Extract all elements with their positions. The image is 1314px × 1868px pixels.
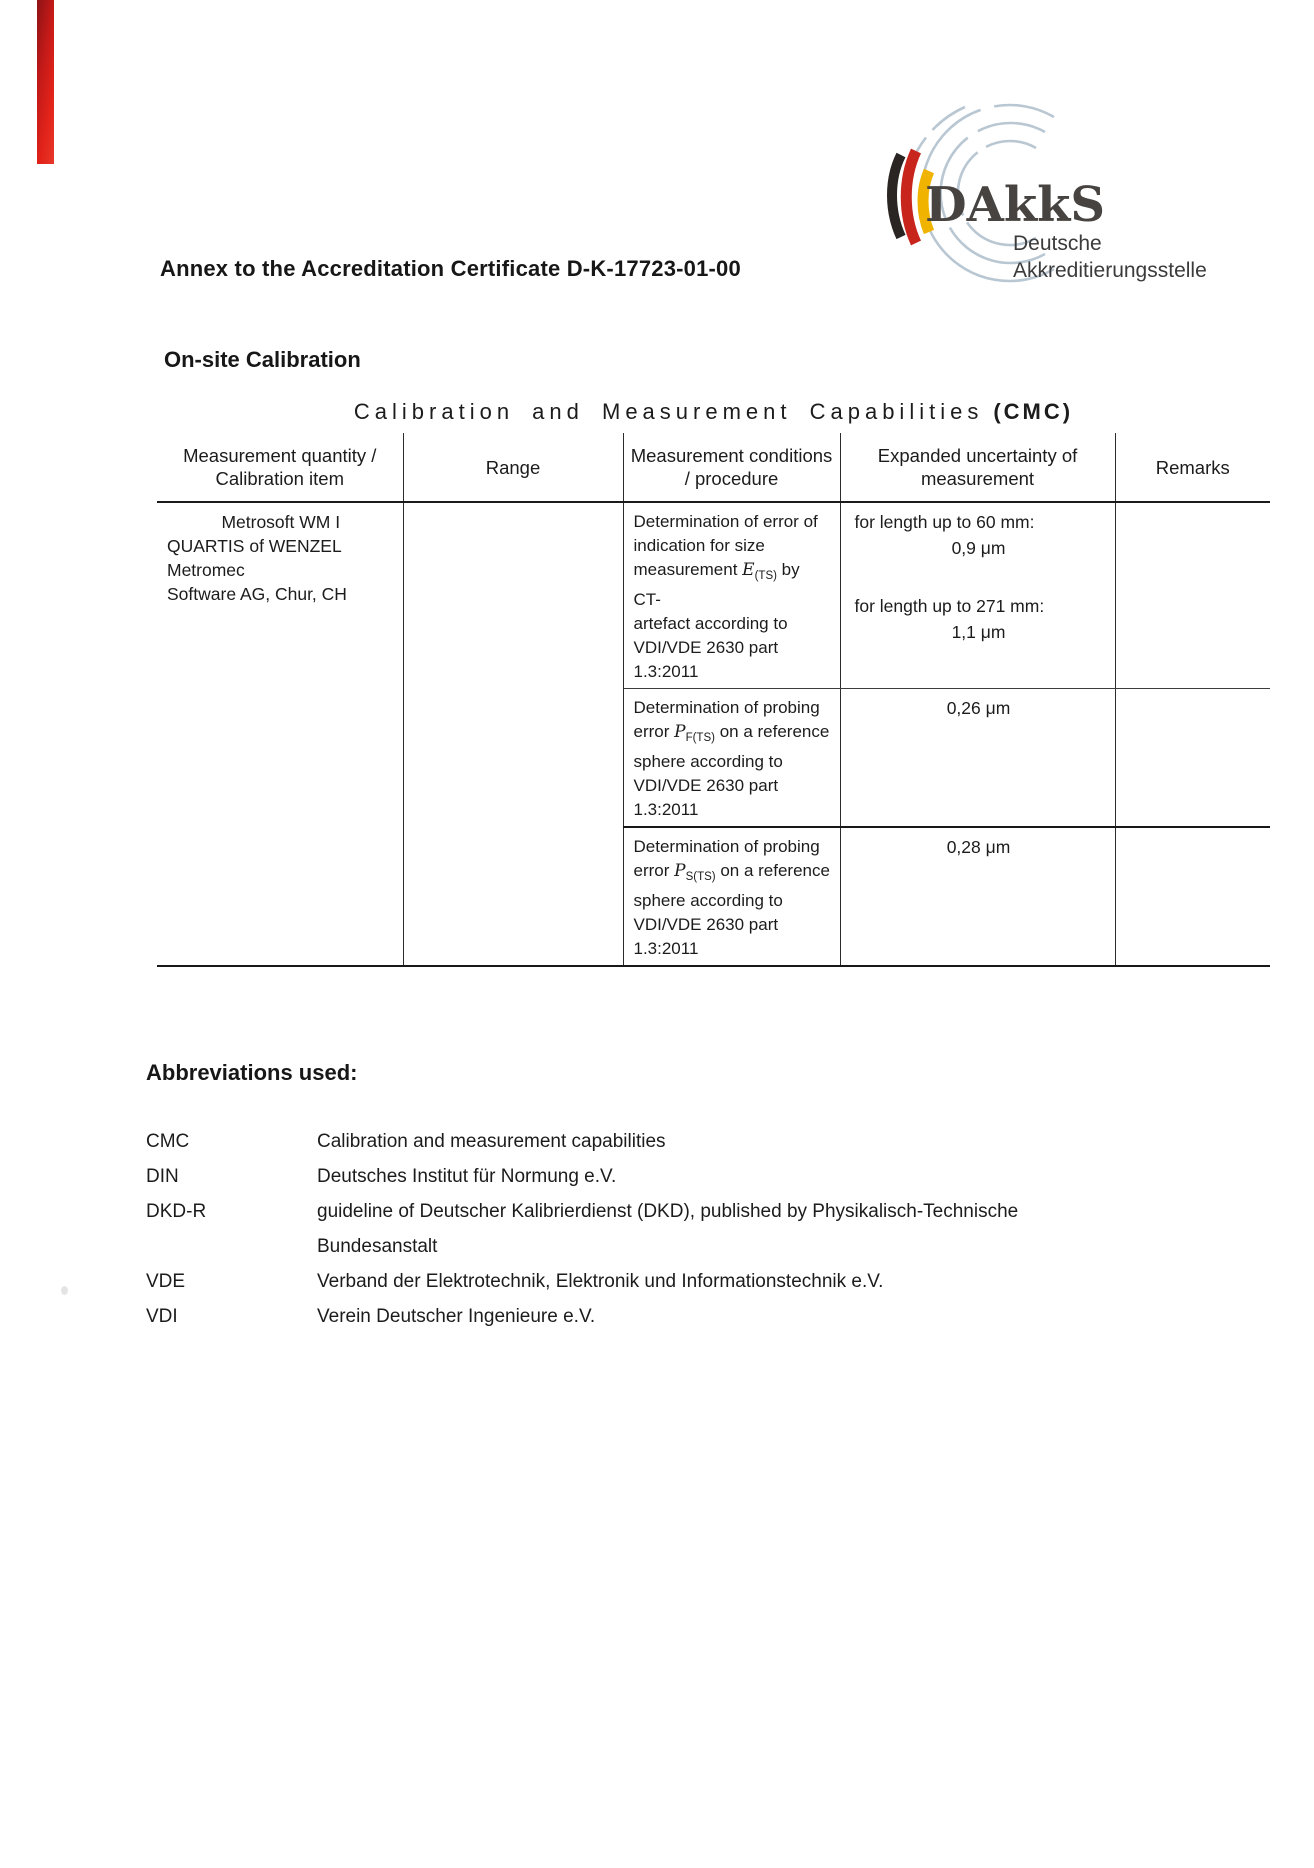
table-header-row	[157, 433, 1270, 502]
conditions-text: error	[633, 861, 675, 880]
abbreviation-definition: Deutsches Institut für Normung e.V.	[317, 1166, 617, 1187]
conditions-line: Determination of error of	[633, 512, 818, 531]
header-text: Remarks	[1155, 456, 1230, 478]
uncertainty-label: for length up to 60 mm:	[854, 512, 1035, 532]
uncertainty-value: 0,9 μm	[951, 538, 1006, 558]
onsite-calibration-heading: On-site Calibration	[164, 347, 361, 372]
conditions-line: sphere according to	[633, 891, 783, 910]
dakks-wordmark: DAkkS	[925, 177, 1106, 233]
symbol-E: E	[742, 560, 755, 580]
conditions-line: Determination of probing	[633, 698, 820, 717]
conditions-line: Determination of probing	[633, 837, 820, 856]
item-line: Software AG, Chur, CH	[167, 584, 347, 604]
conditions-line: sphere according to	[633, 752, 783, 771]
uncertainty-value: 0,26 μm	[946, 698, 1011, 718]
conditions-line: VDI/VDE 2630 part 1.3:2011	[633, 915, 779, 958]
abbreviation-item	[146, 1159, 1266, 1194]
abbreviation-item	[146, 1124, 1266, 1159]
abbreviation-definition: Verband der Elektrotechnik, Elektronik und Informationstechnik e.V.	[317, 1271, 884, 1292]
cell-calibration-item	[157, 502, 403, 966]
symbol-P: P	[674, 861, 686, 881]
abbreviation-definition-line1: guideline of Deutscher Kalibrierdienst (DKD), published by Physikalisch-Technische	[317, 1201, 1019, 1222]
header-text: Calibration item	[215, 468, 345, 489]
abbreviation-item	[146, 1299, 1266, 1334]
conditions-text: measurement	[633, 560, 743, 579]
logo-subtitle-line1: Deutsche	[1013, 232, 1102, 255]
abbreviation-term: DIN	[146, 1166, 179, 1187]
abbreviation-item	[146, 1264, 1266, 1299]
conditions-line: indication for size	[633, 536, 765, 555]
annex-title: Annex to the Accreditation Certificate D-K-17723-01-00	[160, 256, 741, 281]
abbreviations-list	[146, 1124, 1266, 1334]
table-row	[157, 502, 1270, 689]
cell-conditions-row2	[623, 689, 840, 828]
uncertainty-value: 0,28 μm	[946, 837, 1011, 857]
item-line: QUARTIS of WENZEL	[167, 536, 342, 556]
header-measurement-quantity	[157, 433, 403, 502]
conditions-text: on a reference	[714, 722, 830, 741]
abbreviation-definition: Calibration and measurement capabilities	[317, 1131, 666, 1152]
abbreviation-term: VDE	[146, 1271, 186, 1292]
logo-subtitle-line2: Akkreditierungsstelle	[1013, 259, 1207, 282]
header-text: Expanded uncertainty of	[877, 445, 1078, 466]
dakks-logo	[870, 95, 1265, 300]
uncertainty-value: 1,1 μm	[951, 622, 1006, 642]
header-text: / procedure	[684, 468, 779, 489]
flag-arc-black	[892, 155, 901, 237]
item-line: Metrosoft WM I	[221, 512, 341, 532]
cmc-table-title-suffix: (CMC)	[993, 399, 1074, 424]
item-line: Metromec	[167, 560, 245, 580]
conditions-line: VDI/VDE 2630 part 1.3:2011	[633, 776, 779, 819]
cell-conditions-row1	[623, 502, 840, 689]
uncertainty-label: for length up to 271 mm:	[854, 596, 1045, 616]
cell-uncertainty-row1	[840, 502, 1115, 689]
cell-remarks-row3	[1115, 827, 1270, 966]
conditions-text: on a reference	[715, 861, 830, 880]
header-remarks	[1115, 433, 1270, 502]
header-text: Measurement conditions	[630, 445, 833, 466]
conditions-line	[634, 859, 832, 889]
header-range	[403, 433, 623, 502]
conditions-text: error	[633, 722, 675, 741]
flag-arc-red	[906, 151, 916, 243]
conditions-line: artefact according to	[633, 614, 788, 633]
cmc-table-title-main: Calibration and Measurement Capabilities	[353, 399, 984, 424]
scan-ribbon-artifact	[37, 0, 54, 164]
spacer	[851, 560, 1107, 594]
cell-remarks-row2	[1115, 689, 1270, 828]
dakks-logo-graphic	[870, 95, 1265, 300]
symbol-P: P	[674, 722, 686, 742]
abbreviation-definition: Verein Deutscher Ingenieure e.V.	[317, 1306, 596, 1327]
header-text: Range	[485, 456, 541, 478]
cell-range	[403, 502, 623, 966]
symbol-subscript: F(TS)	[685, 732, 715, 744]
header-text: measurement	[920, 468, 1035, 489]
abbreviation-definition-line2: Bundesanstalt	[317, 1236, 438, 1257]
abbreviation-definition	[317, 1194, 1266, 1264]
cell-uncertainty-row2	[840, 689, 1115, 828]
conditions-text: by CT-	[633, 560, 800, 609]
scan-speck-artifact	[61, 1286, 68, 1295]
abbreviations-heading: Abbreviations used:	[146, 1060, 358, 1085]
header-measurement-conditions	[623, 433, 840, 502]
cell-conditions-row3	[623, 827, 840, 966]
cell-remarks-row1	[1115, 502, 1270, 689]
header-text: Measurement quantity /	[183, 445, 377, 466]
abbreviation-term: CMC	[146, 1131, 190, 1152]
abbreviation-term: DKD-R	[146, 1201, 207, 1222]
abbreviation-term: VDI	[146, 1306, 178, 1327]
conditions-line	[634, 558, 832, 612]
symbol-subscript: S(TS)	[685, 871, 716, 883]
cell-uncertainty-row3	[840, 827, 1115, 966]
abbreviation-item	[146, 1194, 1266, 1264]
conditions-line: VDI/VDE 2630 part 1.3:2011	[633, 638, 779, 681]
cmc-table-title	[157, 399, 1270, 425]
symbol-subscript: (TS)	[754, 570, 777, 582]
header-expanded-uncertainty	[840, 433, 1115, 502]
conditions-line	[634, 720, 832, 750]
cmc-table	[157, 433, 1270, 967]
